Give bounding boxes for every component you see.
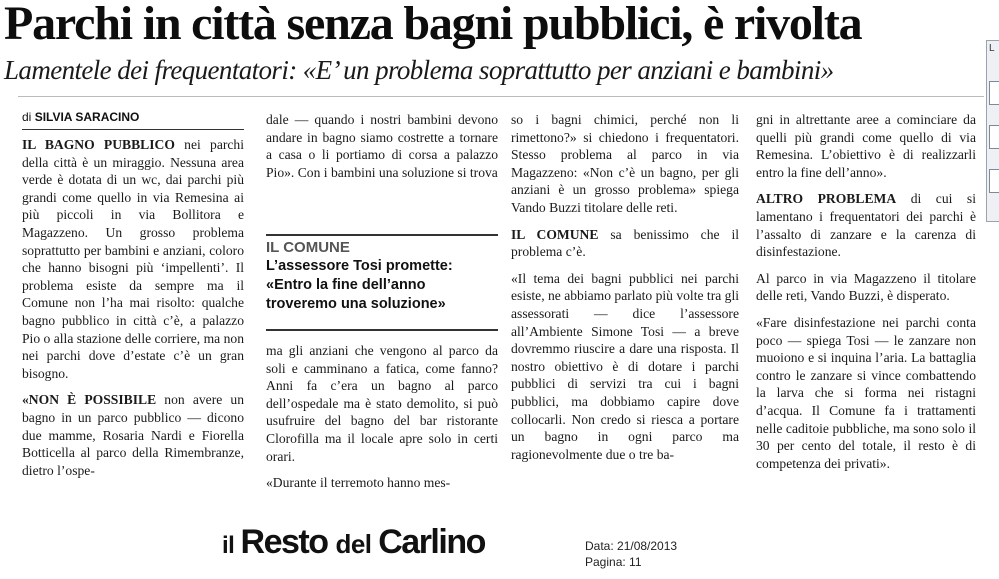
lead-in: «NON È POSSIBILE [22, 392, 157, 408]
publication-page: Pagina: 11 [585, 555, 642, 569]
paragraph-text: di cui si lamentano i frequentatori dei parchi è l’assalto di zanzare e la carenza di disinfestazione. [756, 191, 976, 260]
byline-author: SILVIA SARACINO [34, 110, 140, 124]
side-panel-button[interactable] [989, 125, 999, 149]
paragraph [22, 136, 244, 382]
paragraph: ma gli anziani che vengono al parco da soli e camminano a fatica, come fanno? Anni fa c’era un bagno al parco dell’ospedale ma è stato demolito, si può usufruire del bagno del bar ristorante Clorofilla ma il locale apre solo in certi orari. [266, 343, 498, 464]
side-panel-button[interactable] [989, 81, 999, 105]
lead-in: ALTRO PROBLEMA [756, 191, 897, 207]
paragraph: dale — quando i nostri bambini devono andare in bagno siamo costrette a tornare a casa o li portiamo di corsa a palazzo Pio». Con i bambini una soluzione si trova [266, 112, 498, 180]
logo-prefix: il [222, 532, 241, 559]
paragraph [22, 391, 244, 479]
paragraph-text: sa benissimo che il problema c’è. [511, 226, 739, 260]
side-panel-button[interactable] [989, 169, 999, 193]
paragraph: so i bagni chimici, perché non li rimettono?» si chiedono i frequentatori. Stesso problema al parco in via Magazzeno: «Non c’è un bagno, per gli anziani è un grosso problema» spiega Vando Buzzi titolare delle reti. [511, 112, 739, 215]
logo-word: Resto [240, 523, 336, 561]
newspaper-logo [222, 522, 485, 566]
publication-info [585, 538, 677, 570]
logo-word: del [335, 529, 379, 559]
box-divider [266, 329, 498, 331]
article-column-4 [756, 111, 976, 481]
paragraph-text: non avere un bagno in un parco pubblico — dicono due mamme, Rosaria Nardi e Fiorella Botticella al parco della Rimembranze, dietro l’ospe- [22, 392, 245, 478]
headline: Parchi in città senza bagni pubblici, è rivolta [4, 0, 862, 50]
article-column-2-top [266, 111, 498, 190]
byline [22, 110, 244, 130]
side-panel[interactable] [986, 40, 999, 222]
paragraph: «Fare disinfestazione nei parchi conta poco — spiega Tosi — le zanzare non muoiono e si inquina l’aria. La battaglia contro le zanzare si vince combattendo la larva che si forma nei ristagni d’acqua. Il Comune fa i trattamenti nelle caditoie pubbliche, ma sono solo il 30 per cento del totale, il resto è di competenza dei privati». [756, 314, 976, 471]
side-panel-label: L [989, 43, 995, 54]
article-column-1 [22, 136, 244, 488]
byline-prefix: di [22, 110, 35, 124]
article-column-2-bottom [266, 342, 498, 501]
article-column-3 [511, 111, 739, 472]
paragraph [511, 226, 739, 261]
publication-date: Data: 21/08/2013 [585, 539, 678, 553]
paragraph [756, 190, 976, 260]
box-kicker: IL COMUNE [266, 234, 498, 256]
paragraph: «Il tema dei bagni pubblici nei parchi esiste, ne abbiamo parlato più volte tra gli assessorati — dice l’assessore all’Ambiente Simone Tosi — a breve dovremmo riuscire a dare una risposta. Il nostro obiettivo è di dotare i parchi pubblici di servizi tra cui i bagni pubblici, ma dobbiamo capire dove collocarli. Non credo si riesca a portare un bagno in ogni parco ma ragionevolmente due o tre ba- [511, 270, 740, 462]
lead-in: IL BAGNO PUBBLICO [22, 137, 175, 152]
subheadline: Lamentele dei frequentatori: «E’ un problema soprattutto per anziani e bambini» [4, 55, 834, 85]
paragraph: Al parco in via Magazzeno il titolare delle reti, Vando Buzzi, è disperato. [756, 270, 976, 304]
paragraph: «Durante il terremoto hanno mes- [266, 475, 451, 491]
header-divider [18, 96, 984, 97]
box-title: L’assessore Tosi promette: «Entro la fine dell’anno troveremo una soluzione» [266, 258, 453, 312]
paragraph-text: nei parchi della città è un miraggio. Nessuna area verde è dotata di un wc, dai parchi più grandi come quello in via Remesina ai più piccoli in via Bollitora e Magazzeno. Un grosso problema soprattutto per bambini e anziani, coloro che hanno bisogni più ‘impellenti’. Il problema esiste da sempre ma il Comune non l’ha mai risolto: qualche bagno pubblico in città c’è, a palazzo Pio o alla stazione delle corriere, ma non nei parchi dove d’estate c’è un gran bisogno. [22, 137, 244, 381]
lead-in: IL COMUNE [511, 226, 599, 242]
logo-word: Carlino [378, 523, 485, 561]
paragraph: gni in altrettante aree a cominciare da quelli più grandi come quello di via Remesina. L’obiettivo è di realizzarli entro la fine dell’anno». [756, 112, 976, 180]
